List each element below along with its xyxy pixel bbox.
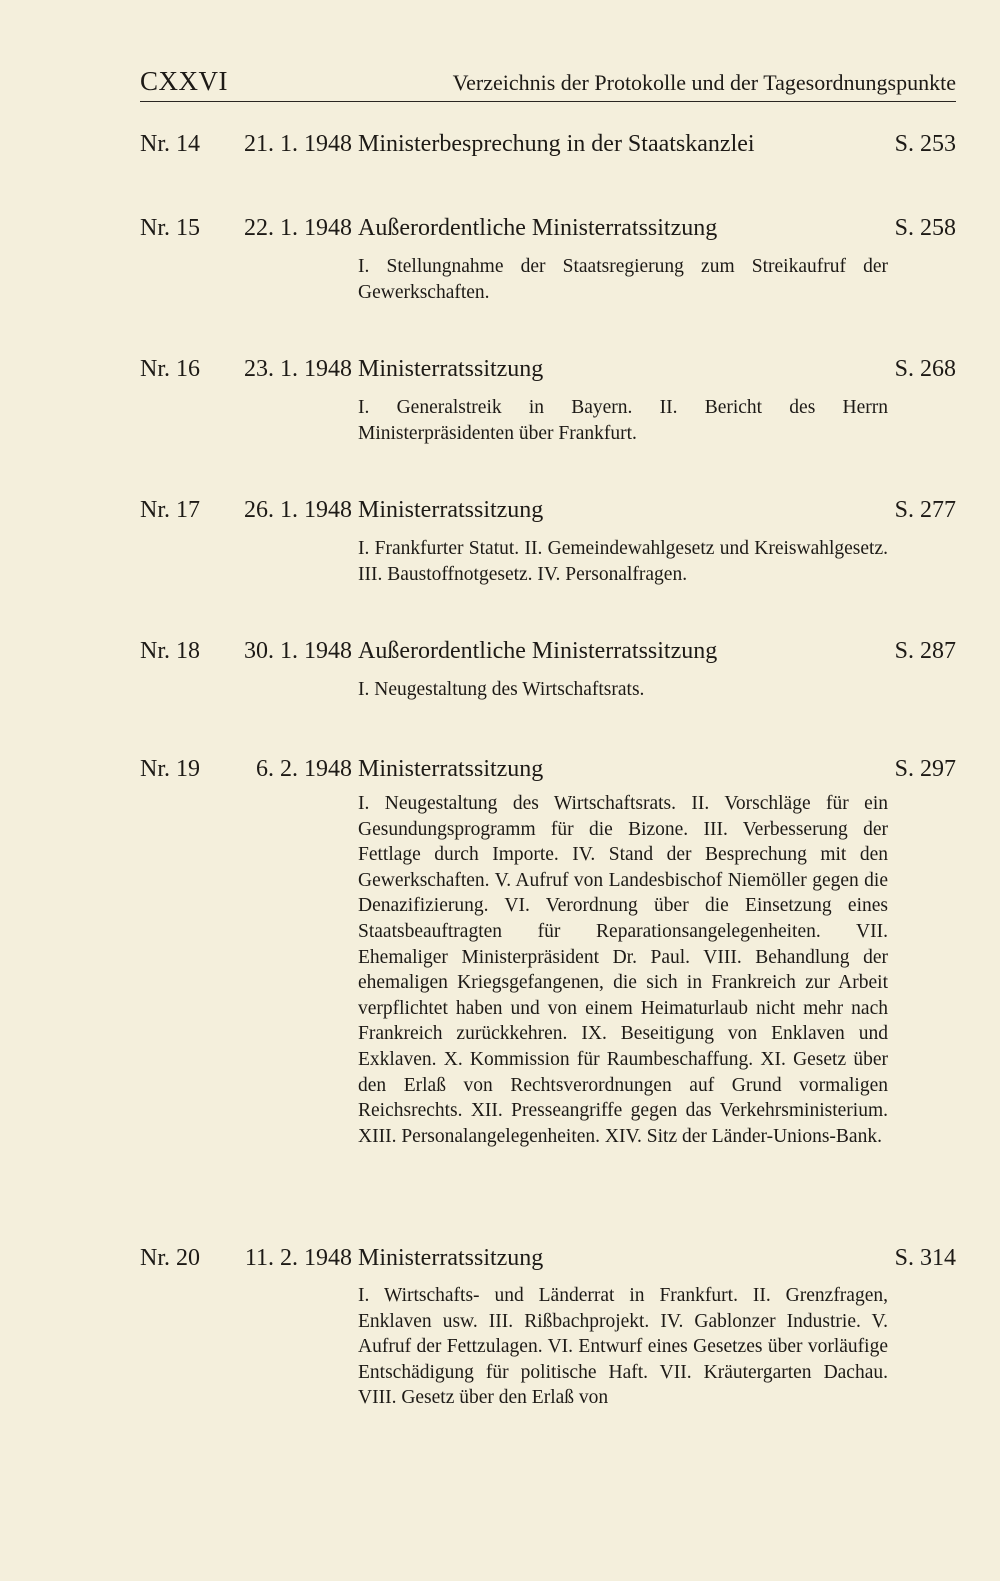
entry-heading	[140, 497, 956, 527]
running-title: Verzeichnis der Protokolle und der Tagesordnungspunkte	[452, 70, 956, 95]
entry-title: Ministerbesprechung in der Staatskanzlei	[358, 131, 755, 157]
entry-page-ref: S. 287	[894, 638, 956, 664]
entry-heading	[140, 131, 956, 161]
entry-date: 6. 2. 1948	[256, 756, 352, 782]
entry-date: 21. 1. 1948	[244, 131, 352, 157]
entry-title: Ministerratssitzung	[358, 356, 544, 382]
page-number: CXXVI	[140, 66, 228, 96]
entry-title: Außerordentliche Ministerratssitzung	[358, 638, 718, 664]
entry-heading	[140, 1245, 956, 1275]
entry-heading	[140, 638, 956, 668]
entry-date: 22. 1. 1948	[244, 215, 352, 241]
entry-number: Nr. 16	[140, 356, 200, 382]
entry-title: Außerordentliche Ministerratssitzung	[358, 215, 718, 241]
entry-number: Nr. 15	[140, 215, 200, 241]
entry-number: Nr. 18	[140, 638, 200, 664]
entry-page-ref: S. 268	[894, 356, 956, 382]
agenda-items: I. Frankfurter Statut. II. Gemeindewahlgesetz und Kreiswahlgesetz. III. Baustoffnotgesetz. IV. Personalfragen.	[358, 538, 888, 585]
entry-title: Ministerratssitzung	[358, 1245, 544, 1271]
entry-date: 30. 1. 1948	[244, 638, 352, 664]
entry-page-ref: S. 253	[894, 131, 956, 157]
agenda-items: I. Stellungnahme der Staatsregierung zum Streikaufruf der Gewerkschaften.	[358, 256, 888, 303]
agenda-items: I. Neugestaltung des Wirtschaftsrats.	[358, 679, 645, 700]
entry-heading	[140, 356, 956, 386]
entry-date: 26. 1. 1948	[244, 497, 352, 523]
entry-date: 11. 2. 1948	[244, 1245, 352, 1271]
entry-date: 23. 1. 1948	[244, 356, 352, 382]
protocol-entry-17	[140, 497, 956, 585]
entry-page-ref: S. 314	[894, 1245, 956, 1271]
entry-title: Ministerratssitzung	[358, 497, 544, 523]
running-header	[140, 66, 956, 100]
entry-heading	[140, 215, 956, 245]
agenda-items: I. Wirtschafts- und Länderrat in Frankfurt. II. Grenzfragen, Enklaven usw. III. Rißbachprojekt. IV. Gablonzer Industrie. V. Aufruf der Fettzulagen. VI. Entwurf eines Gesetzes über vorläufige Entschädigung für politische Haft. VII. Kräutergarten Dachau. VIII. Gesetz über den Erlaß von	[358, 1285, 888, 1409]
entry-page-ref: S. 277	[894, 497, 956, 523]
agenda-items: I. Neugestaltung des Wirtschaftsrats. II. Vorschläge für ein Gesundungsprogramm für die Bizone. III. Verbesserung der Fettlage durch Importe. IV. Stand der Besprechung mit den Gewerkschaften. V. Aufruf von Landesbischof Niemöller gegen die Denazifizierung. VI. Verordnung über die Einsetzung eines Staatsbeauftragten für Reparationsangelegenheiten. VII. Ehemaliger Ministerpräsident Dr. Paul. VIII. Behandlung der ehemaligen Kriegsgefangenen, die sich in Frankreich zur Arbeit verpflichtet haben und von einem Heimaturlaub nicht mehr nach Frankreich zurückkehren. IX. Beseitigung von Enklaven und Exklaven. X. Kommission für Raumbeschaffung. XI. Gesetz über den Erlaß von Rechtsverordnungen auf Grund vormaligen Reichsrechts. XII. Presseangriffe gegen das Verkehrsministerium. XIII. Personalangelegenheiten. XIV. Sitz der Länder-Unions-Bank.	[358, 793, 888, 1147]
entry-number: Nr. 17	[140, 497, 200, 523]
protocol-entry-19	[140, 756, 956, 1147]
protocol-entry-16	[140, 356, 956, 444]
header-rule	[140, 101, 956, 102]
entry-number: Nr. 19	[140, 756, 200, 782]
agenda-items: I. Generalstreik in Bayern. II. Bericht des Herrn Ministerpräsidenten über Frankfurt.	[358, 397, 888, 444]
protocol-entry-20	[140, 1245, 956, 1409]
protocol-entry-18	[140, 638, 956, 700]
protocol-entry-14	[140, 131, 956, 161]
entry-page-ref: S. 258	[894, 215, 956, 241]
protocol-entry-15	[140, 215, 956, 303]
entry-page-ref: S. 297	[894, 756, 956, 782]
entry-heading	[140, 756, 956, 786]
entry-title: Ministerratssitzung	[358, 756, 544, 782]
entry-number: Nr. 20	[140, 1245, 200, 1271]
entry-number: Nr. 14	[140, 131, 200, 157]
